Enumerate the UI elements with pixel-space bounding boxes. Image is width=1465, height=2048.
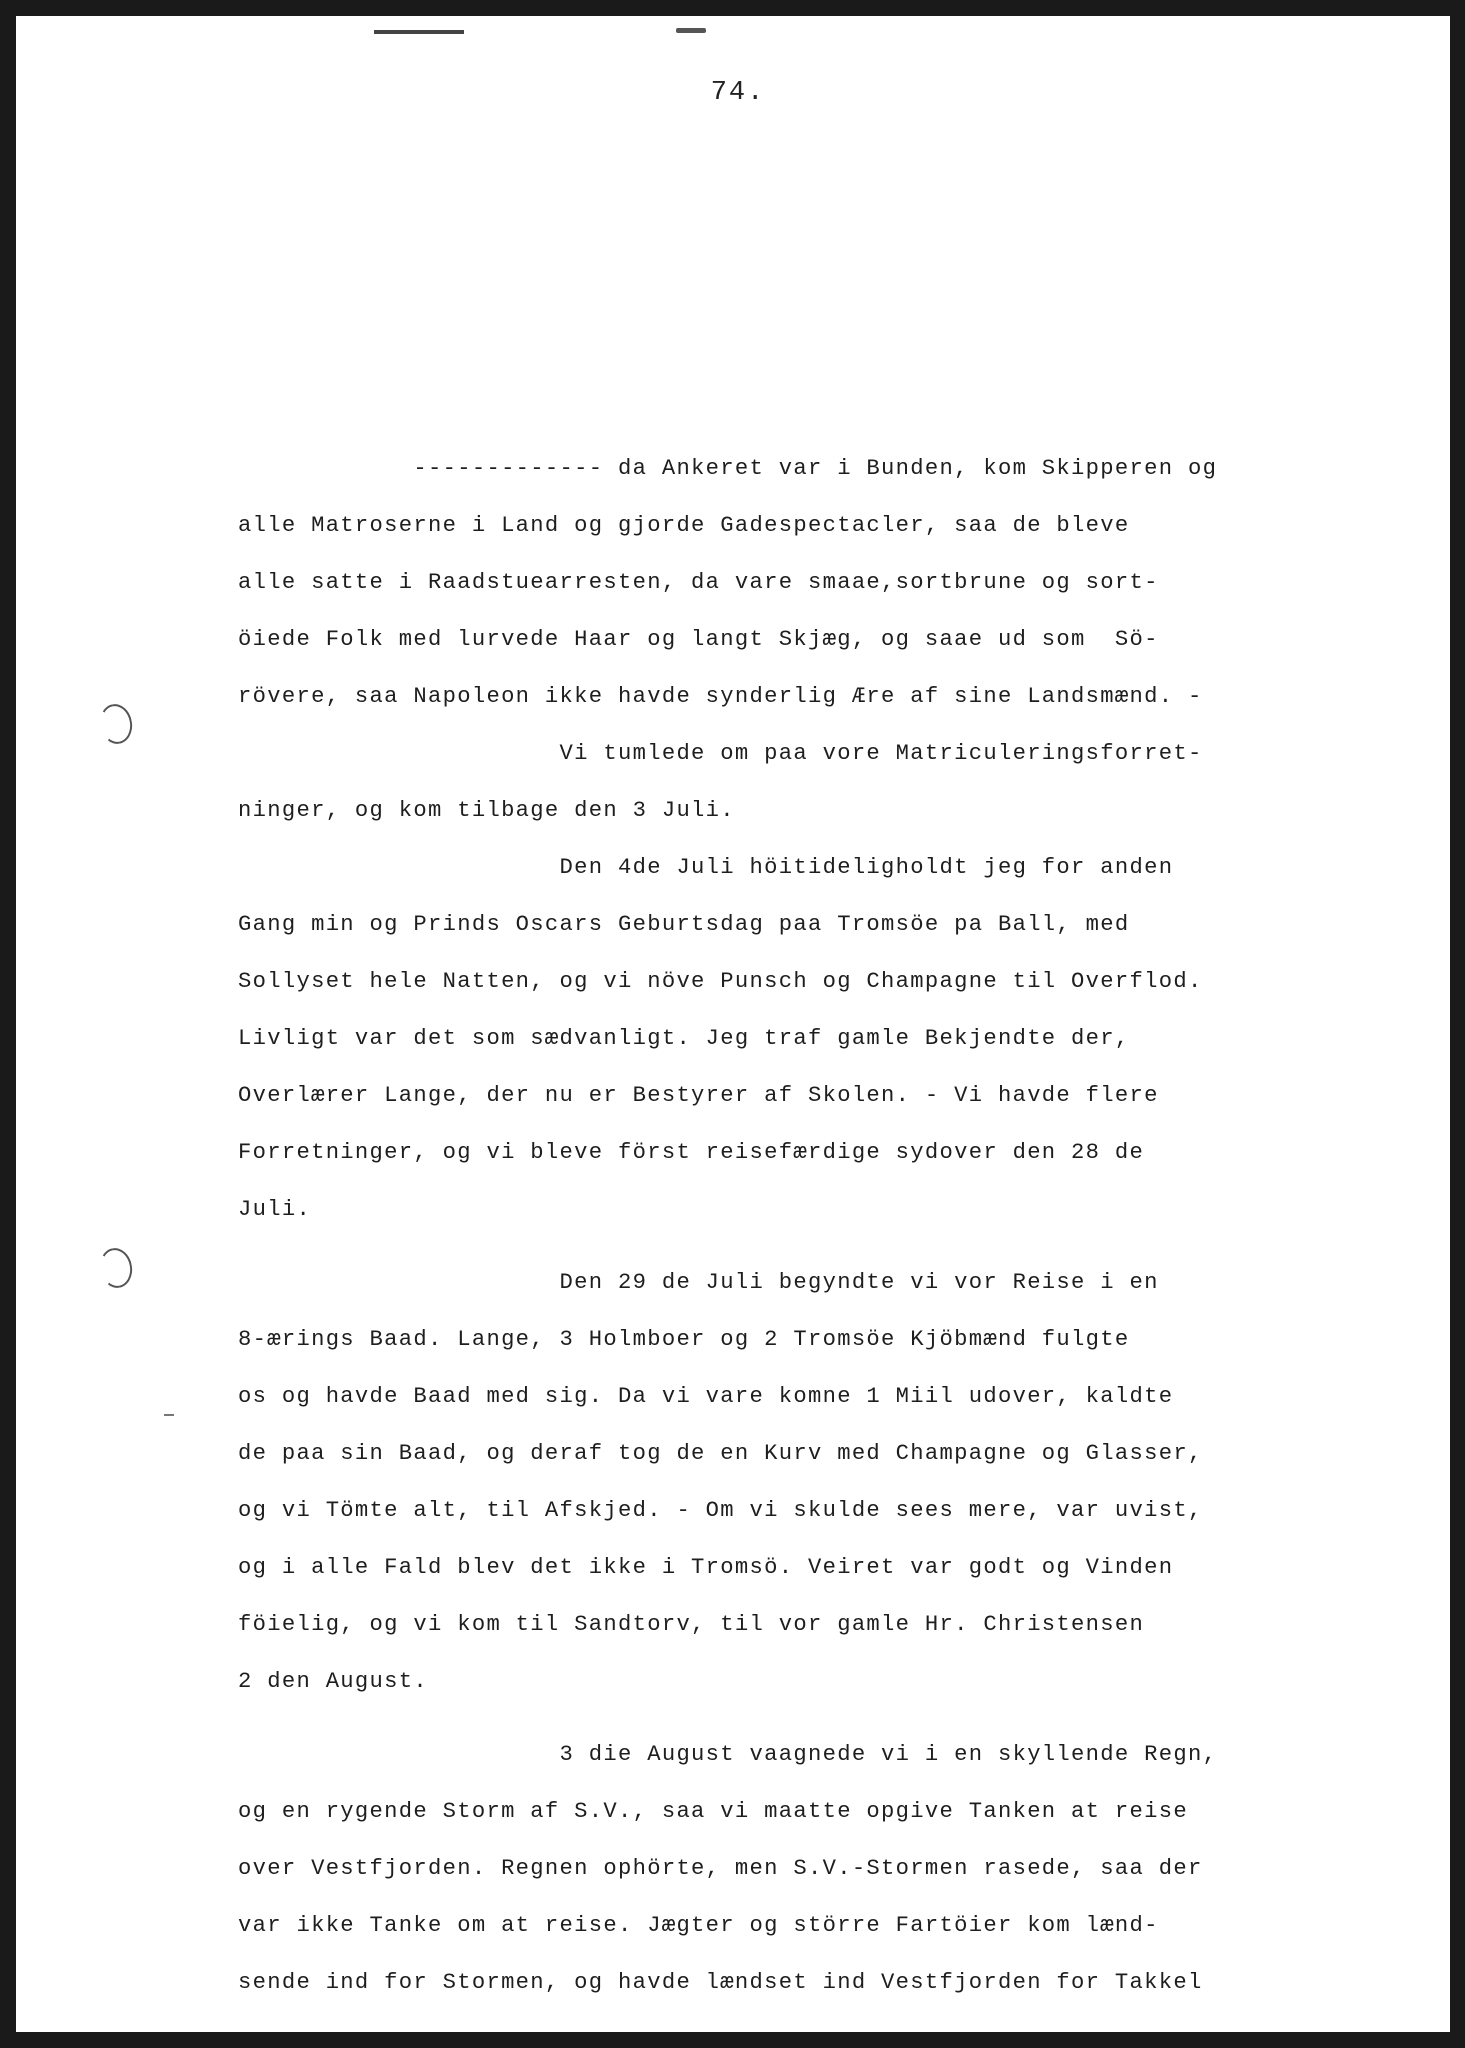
text-line: sende ind for Stormen, og havde lændset ind Vestfjorden for Takkel	[238, 1970, 1203, 1995]
scan-smudge	[374, 30, 464, 34]
text-line: over Vestfjorden. Regnen ophörte, men S.V.-Stormen rasede, saa der	[238, 1856, 1203, 1881]
text-line: Sollyset hele Natten, og vi növe Punsch og Champagne til Overflod.	[238, 969, 1203, 994]
text-line: rövere, saa Napoleon ikke havde synderlig Ære af sine Landsmænd. -	[238, 684, 1203, 709]
text-line: föielig, og vi kom til Sandtorv, til vor gamle Hr. Christensen	[238, 1612, 1145, 1637]
text-line: Overlærer Lange, der nu er Bestyrer af Skolen. - Vi havde flere	[238, 1083, 1159, 1108]
text-line: Den 29 de Juli begyndte vi vor Reise i en	[238, 1270, 1159, 1295]
text-line: os og havde Baad med sig. Da vi vare komne 1 Miil udover, kaldte	[238, 1384, 1174, 1409]
document-page	[16, 16, 1450, 2032]
text-line: alle Matroserne i Land og gjorde Gadespectacler, saa de bleve	[238, 513, 1130, 538]
text-line: de paa sin Baad, og deraf tog de en Kurv med Champagne og Glasser,	[238, 1441, 1203, 1466]
paragraph-gap	[238, 1710, 1408, 1726]
text-line: alle satte i Raadstuearresten, da vare smaae,sortbrune og sort-	[238, 570, 1159, 595]
punch-hole-mark	[97, 1246, 135, 1291]
text-line: öiede Folk med lurvede Haar og langt Skjæg, og saae ud som Sö-	[238, 627, 1159, 652]
text-line: 3 die August vaagnede vi i en skyllende Regn,	[238, 1742, 1218, 1767]
text-line: 2 den August.	[238, 1669, 428, 1694]
text-line: og en rygende Storm af S.V., saa vi maatte opgive Tanken at reise	[238, 1799, 1188, 1824]
text-line: og i alle Fald blev det ikke i Tromsö. Veiret var godt og Vinden	[238, 1555, 1174, 1580]
text-line: Gang min og Prinds Oscars Geburtsdag paa Tromsöe pa Ball, med	[238, 912, 1130, 937]
text-line: ------------- da Ankeret var i Bunden, kom Skipperen og	[238, 456, 1218, 481]
text-line: 8-ærings Baad. Lange, 3 Holmboer og 2 Tromsöe Kjöbmænd fulgte	[238, 1327, 1130, 1352]
text-line: Livligt var det som sædvanligt. Jeg traf gamle Bekjendte der,	[238, 1026, 1130, 1051]
text-line: Den 4de Juli höitideligholdt jeg for anden	[238, 855, 1174, 880]
text-line: Forretninger, og vi bleve först reisefærdige sydover den 28 de	[238, 1140, 1145, 1165]
punch-hole-mark	[97, 702, 135, 747]
paragraph-gap	[238, 1238, 1408, 1254]
margin-mark	[164, 1414, 174, 1416]
text-line: og vi Tömte alt, til Afskjed. - Om vi skulde sees mere, var uvist,	[238, 1498, 1203, 1523]
text-line: Vi tumlede om paa vore Matriculeringsforret-	[238, 741, 1203, 766]
text-line: Juli.	[238, 1197, 312, 1222]
page-number: 74.	[710, 78, 766, 108]
text-line: ninger, og kom tilbage den 3 Juli.	[238, 798, 735, 823]
body-text	[238, 440, 1408, 2011]
text-line: var ikke Tanke om at reise. Jægter og större Fartöier kom lænd-	[238, 1913, 1159, 1938]
scan-smudge	[676, 28, 706, 33]
